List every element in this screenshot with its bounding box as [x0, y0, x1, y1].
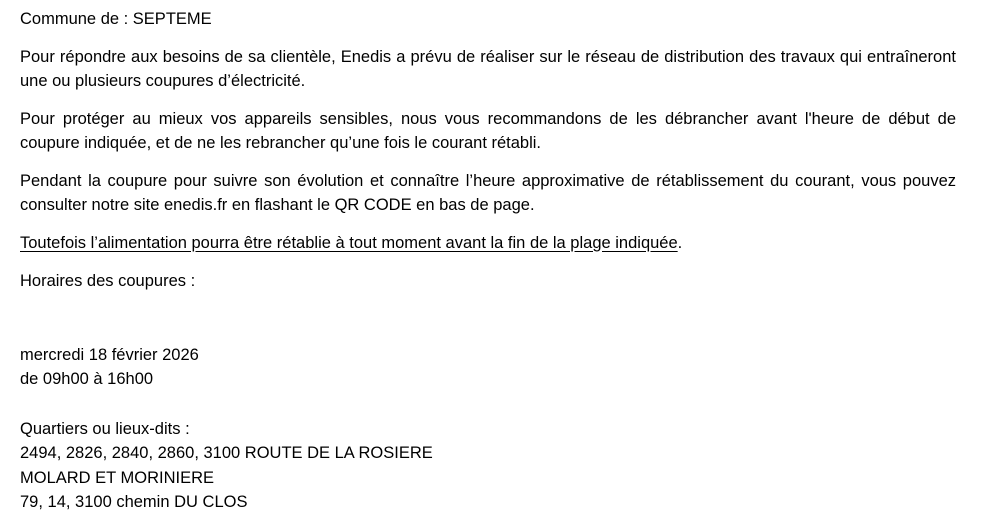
location-item: MOLARD ET MORINIERE: [20, 468, 215, 487]
restoration-notice-underlined: Toutefois l’alimentation pourra être rétablie à tout moment avant la fin de la plage indiquée: [20, 233, 678, 252]
commune-heading: Commune de : SEPTEME: [20, 10, 212, 28]
schedule-hours: de 09h00 à 16h00: [20, 370, 154, 388]
recommendation-paragraph: Pour protéger au mieux vos appareils sensibles, nous vous recommandons de les débrancher avant l'heure de début de coupure indiquée, et de ne les rebrancher qu’une fois le courant rétabli.: [20, 109, 956, 152]
schedule-date: mercredi 18 février 2026: [20, 345, 199, 364]
intro-paragraph: Pour répondre aux besoins de sa clientèle, Enedis a prévu de réaliser sur le réseau de distribution des travaux qui entraîneront une ou plusieurs coupures d’électricité.: [20, 47, 956, 90]
restoration-notice-period: .: [677, 233, 683, 252]
outage-notice-document: [20, 7, 956, 515]
tracking-paragraph: Pendant la coupure pour suivre son évolution et connaître l’heure approximative de rétablissement du courant, vous pouvez consulter notre site enedis.fr en flashant le QR CODE en bas de page.: [20, 171, 956, 214]
location-item: 2494, 2826, 2840, 2860, 3100 ROUTE DE LA ROSIERE: [20, 444, 433, 462]
location-item: 79, 14, 3100 chemin DU CLOS: [20, 493, 248, 511]
schedule-heading: Horaires des coupures :: [20, 272, 196, 290]
locations-heading: Quartiers ou lieux-dits :: [20, 419, 190, 438]
restoration-notice: [20, 231, 956, 256]
